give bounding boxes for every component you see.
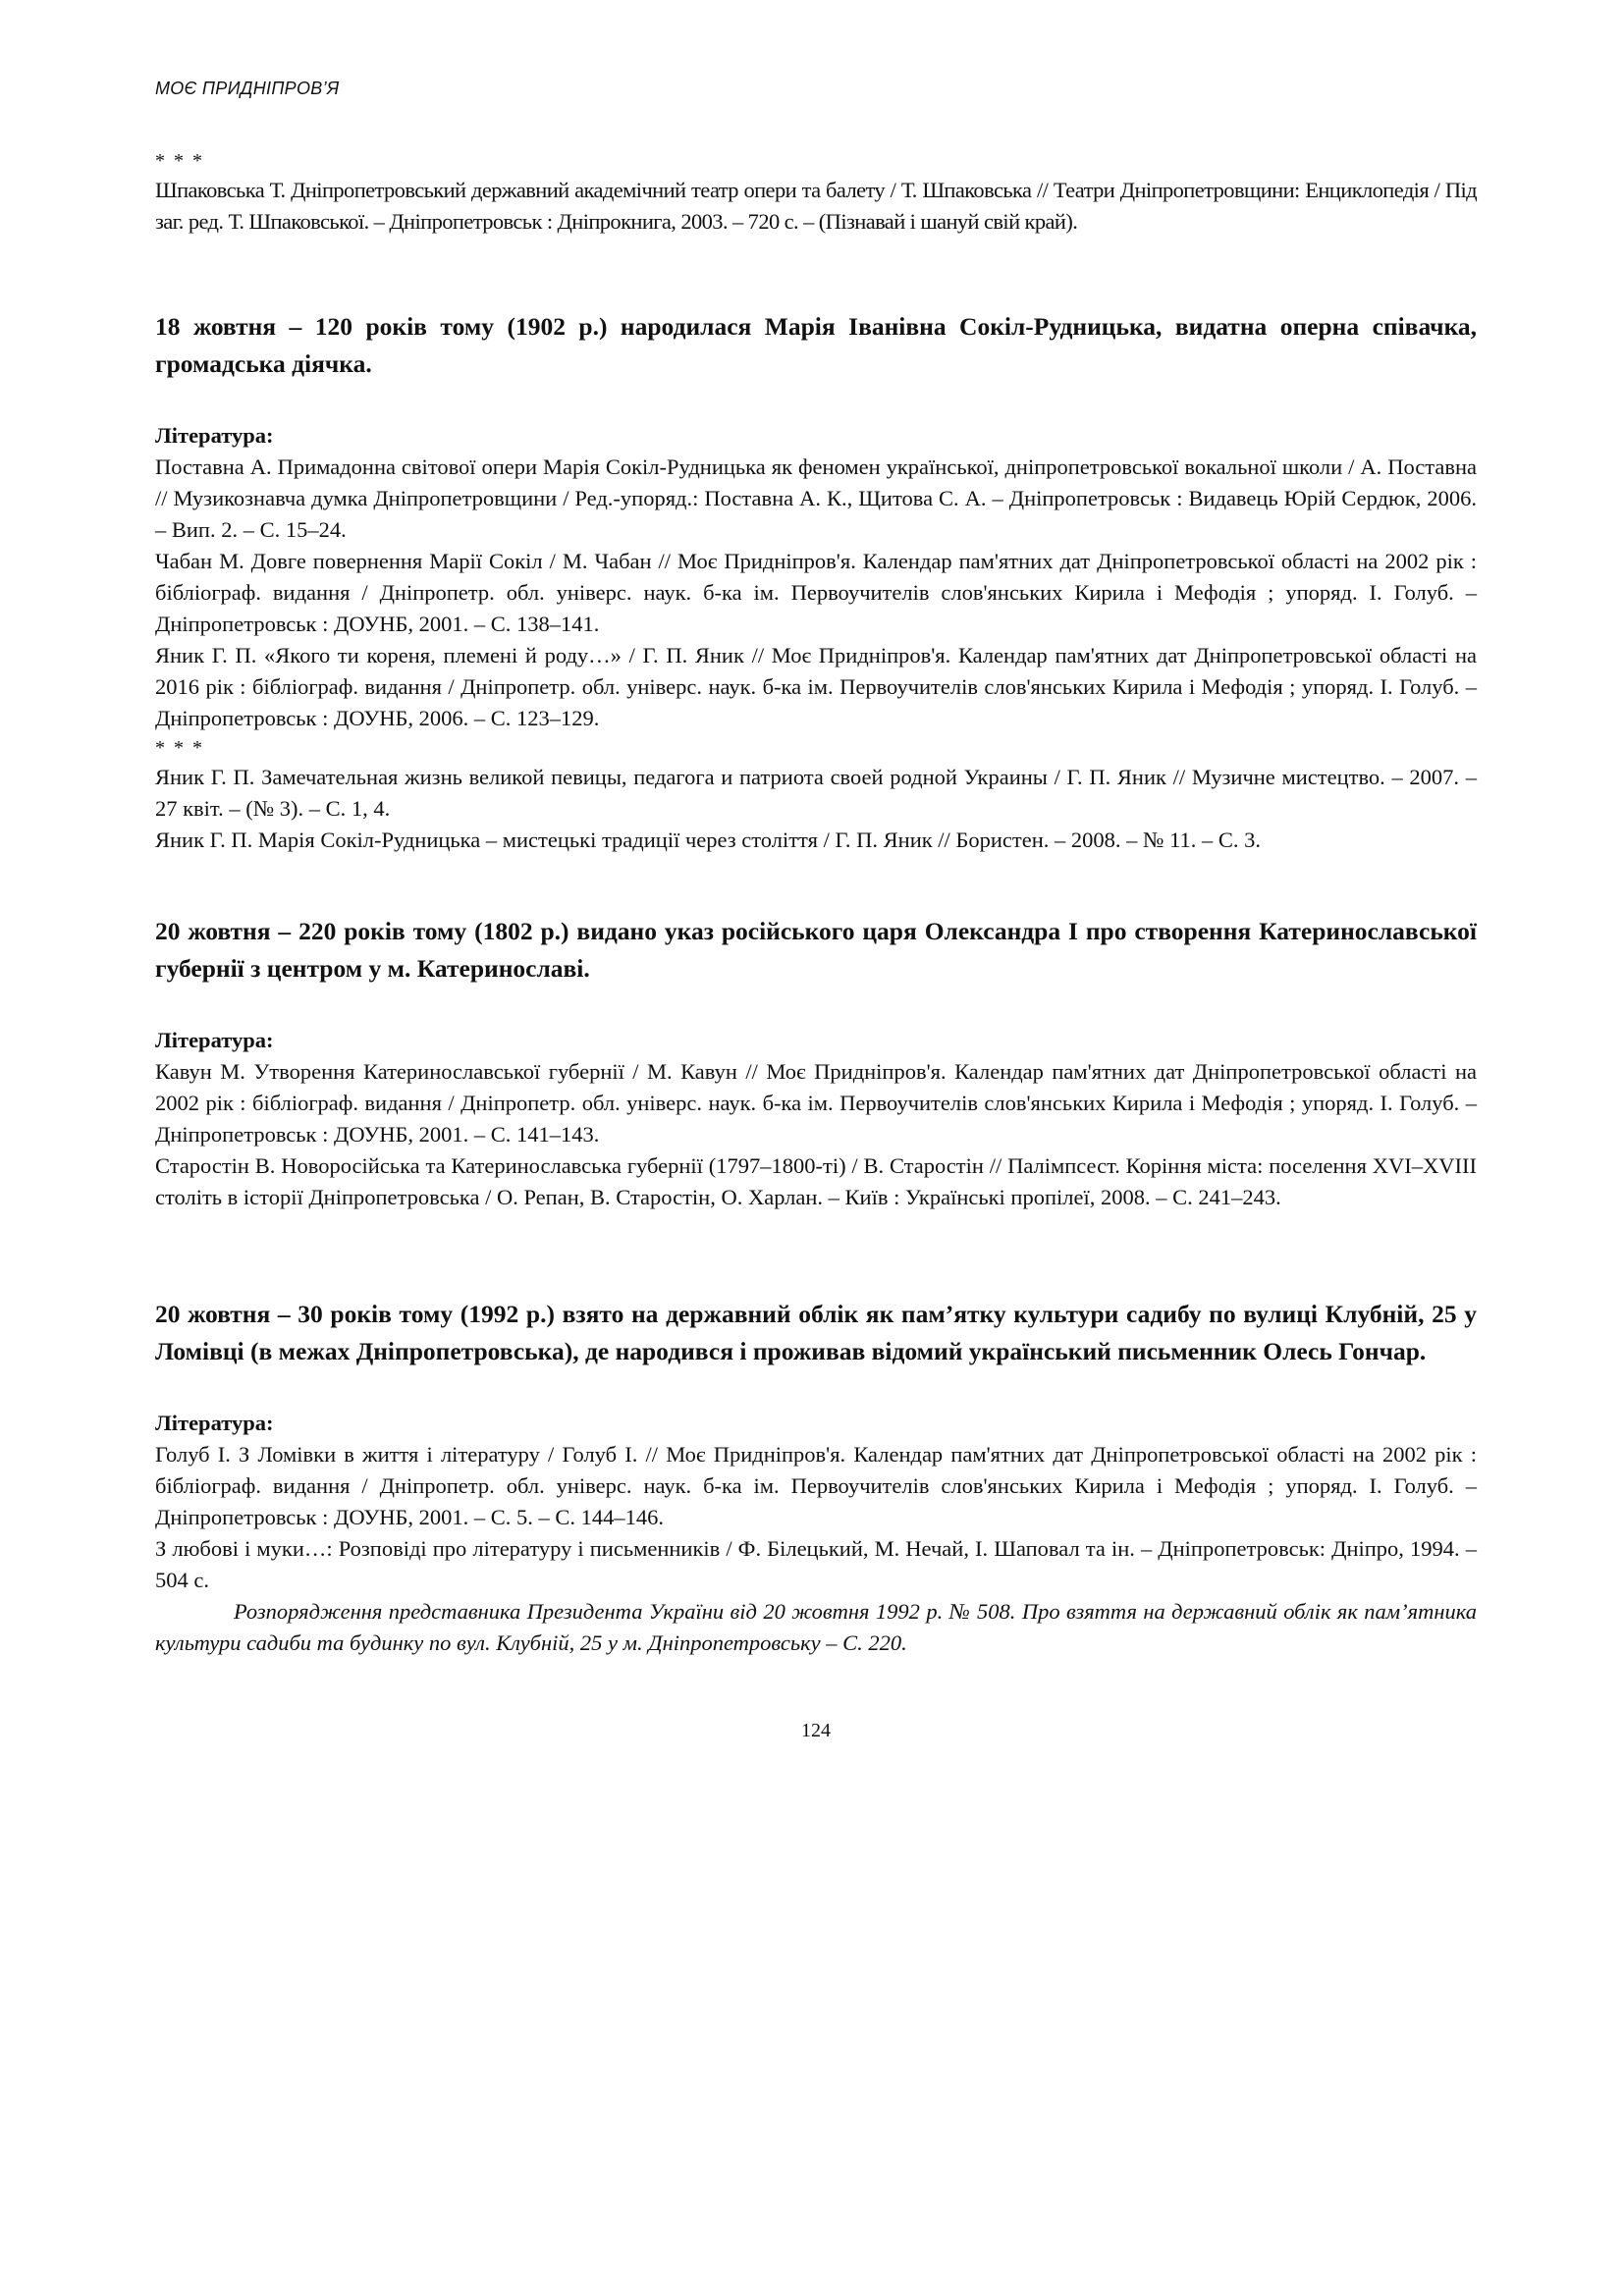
bibliography-list — [155, 1439, 1477, 1659]
separator: * * * — [155, 737, 204, 759]
bibliography-list — [155, 1056, 1477, 1213]
intro-block — [155, 147, 1477, 238]
bibliography-entry: Яник Г. П. Марія Сокіл-Рудницька – мистецькі традиції через століття / Г. П. Яник // Бористен. – 2008. – № 11. – С. 3. — [155, 828, 1262, 852]
section-heading: 20 жовтня – 220 років тому (1802 р.) видано указ російського царя Олександра I про створення Катеринославської губернії з центром у м. Катеринославі. — [155, 917, 1477, 983]
section-heading: 20 жовтня – 30 років тому (1992 р.) взято на державний облік як пам’ятку культури садибу по вулиці Клубній, 25 у Ломівці (в межах Дніпропетровська), де народився і проживав відомий український письменник Олесь Гончар. — [155, 1300, 1477, 1365]
bibliography-entry: З любові і муки…: Розповіді про літературу і письменників / Ф. Білецький, М. Нечай, І. Шаповал та ін. – Дніпропетровськ: Дніпро, 1994. – 504 с. — [155, 1536, 1477, 1592]
bibliography-entry: Шпаковська Т. Дніпропетровський державний академічний театр опери та балету / Т. Шпаковська // Театри Дніпропетровщини: Енциклопедія / Під заг. ред. Т. Шпаковської. – Дніпропетровськ : Дніпрокнига, 2003. – 720 с. – (Пізнавай і шануй свій край). — [155, 178, 1477, 234]
bibliography-list — [155, 452, 1477, 856]
literature-label: Література: — [155, 423, 274, 448]
literature-label: Література: — [155, 1411, 274, 1435]
section-honchar-homestead — [155, 1296, 1477, 1659]
section-katerynoslav-guberniia — [155, 913, 1477, 1213]
bibliography-entry: Поставна А. Примадонна світової опери Марія Сокіл-Рудницька як феномен української, дніпропетровської вокальної школи / А. Поставна // Музикознавча думка Дніпропетровщини / Ред.-упоряд.: Поставна А. К., Щитова С. А. – Дніпропетровськ : Видавець Юрій Сердюк, 2006. – Вип. 2. – С. 15–24. — [155, 454, 1477, 542]
bibliography-entry: Яник Г. П. Замечательная жизнь великой певицы, педагога и патриота своей родной Украины / Г. П. Яник // Музичне мистецтво. – 2007. – 27 квіт. – (№ 3). – С. 1, 4. — [155, 765, 1477, 821]
bibliography-entry: Яник Г. П. «Якого ти кореня, племені й роду…» / Г. П. Яник // Моє Придніпров'я. Календар пам'ятних дат Дніпропетровської області на 2016 рік : бібліограф. видання / Дніпропетр. обл. універс. наук. б-ка ім. Первоучителів слов'янських Кирила і Мефодія ; упоряд. І. Голуб. – Дніпропетровськ : ДОУНБ, 2006. – С. 123–129. — [155, 643, 1477, 730]
bibliography-entry: Голуб І. З Ломівки в життя і літературу / Голуб І. // Моє Придніпров'я. Календар пам'ятних дат Дніпропетровської області на 2002 рік : бібліограф. видання / Дніпропетр. обл. універс. наук. б-ка ім. Первоучителів слов'янських Кирила і Мефодія ; упоряд. І. Голуб. – Дніпропетровськ : ДОУНБ, 2001. – С. 5. – С. 144–146. — [155, 1442, 1477, 1529]
section-heading: 18 жовтня – 120 років тому (1902 р.) народилася Марія Іванівна Сокіл-Рудницька, видатна оперна співачка, громадська діячка. — [155, 312, 1477, 378]
literature-label: Література: — [155, 1028, 274, 1052]
separator: * * * — [155, 150, 204, 172]
bibliography-entry: Кавун М. Утворення Катеринославської губернії / М. Кавун // Моє Придніпров'я. Календар пам'ятних дат Дніпропетровської області на 2002 рік : бібліограф. видання / Дніпропетр. обл. універс. наук. б-ка ім. Первоучителів слов'янських Кирила і Мефодія ; упоряд. І. Голуб. – Дніпропетровськ : ДОУНБ, 2001. – С. 141–143. — [155, 1059, 1477, 1147]
running-head: МОЄ ПРИДНІПРОВ’Я — [155, 79, 340, 98]
page-number: 124 — [801, 1720, 831, 1741]
section-sokil-rudnytska — [155, 308, 1477, 856]
bibliography-entry: Старостін В. Новоросійська та Катеринославська губернії (1797–1800-ті) / В. Старостін // Палімпсест. Коріння міста: поселення XVI–XVIII століть в історії Дніпропетровська / О. Репан, В. Старостін, О. Харлан. – Київ : Українські пропілеї, 2008. – С. 241–243. — [155, 1153, 1477, 1209]
decree-note: Розпорядження представника Президента України від 20 жовтня 1992 р. № 508. Про взяття на державний облік як пам’ятника культури садиби та будинку по вул. Клубній, 25 у м. Дніпропетровську – С. 220. — [155, 1599, 1477, 1655]
bibliography-entry: Чабан М. Довге повернення Марії Сокіл / М. Чабан // Моє Придніпров'я. Календар пам'ятних дат Дніпропетровської області на 2002 рік : бібліограф. видання / Дніпропетр. обл. універс. наук. б-ка ім. Первоучителів слов'янських Кирила і Мефодія ; упоряд. І. Голуб. – Дніпропетровськ : ДОУНБ, 2001. – С. 138–141. — [155, 549, 1477, 636]
